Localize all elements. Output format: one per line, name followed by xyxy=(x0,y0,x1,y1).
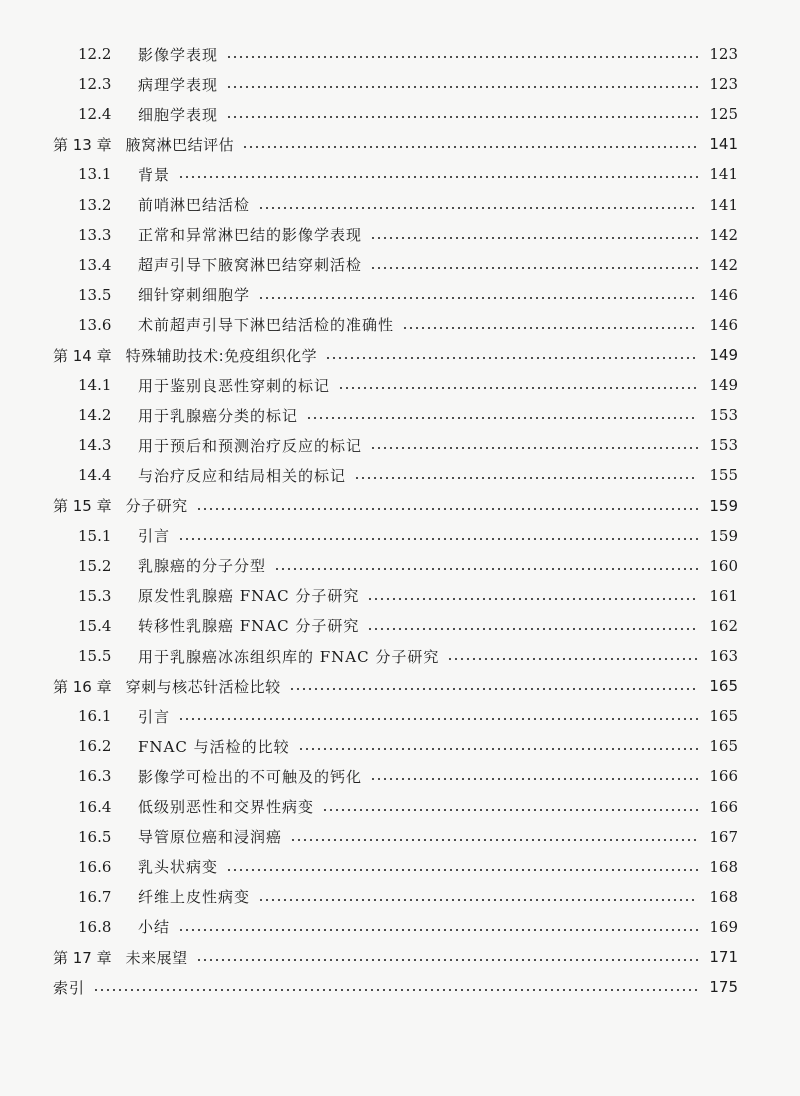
entry-page-number: 165 xyxy=(709,737,738,756)
entry-page-number: 167 xyxy=(709,827,738,846)
dot-leader xyxy=(178,718,698,720)
entry-page-number: 166 xyxy=(709,797,738,816)
entry-title: 细胞学表现 xyxy=(138,105,219,124)
entry-title: 影像学可检出的不可触及的钙化 xyxy=(138,767,363,786)
toc-section-entry xyxy=(0,551,800,581)
dot-leader xyxy=(93,989,698,991)
entry-number: 16.6 xyxy=(78,857,112,876)
entry-title: 影像学表现 xyxy=(138,45,219,64)
entry-title: 背景 xyxy=(138,165,171,184)
entry-number: 14.3 xyxy=(78,436,112,455)
entry-number: 16.3 xyxy=(78,767,112,786)
toc-section-entry xyxy=(0,430,800,460)
entry-page-number: 125 xyxy=(709,105,738,124)
toc-section-entry xyxy=(0,460,800,490)
entry-page-number: 141 xyxy=(709,195,738,214)
entry-title: 前哨淋巴结活检 xyxy=(138,196,251,214)
entry-page-number: 141 xyxy=(709,165,738,184)
entry-page-number: 166 xyxy=(709,767,738,786)
dot-leader xyxy=(196,508,698,510)
dot-leader xyxy=(290,839,698,841)
entry-page-number: 165 xyxy=(709,707,738,726)
entry-page-number: 142 xyxy=(709,255,738,274)
entry-number: 14.1 xyxy=(78,376,112,395)
entry-title: 引言 xyxy=(138,707,171,726)
toc-section-entry xyxy=(0,701,800,731)
dot-leader xyxy=(354,477,698,479)
entry-title: 用于鉴别良恶性穿刺的标记 xyxy=(138,376,331,395)
entry-number: 13.3 xyxy=(78,225,112,244)
dot-leader xyxy=(226,56,698,58)
entry-title: 索引 xyxy=(53,978,86,997)
entry-page-number: 153 xyxy=(709,406,738,425)
toc-section-entry xyxy=(0,190,800,220)
entry-page-number: 162 xyxy=(709,616,738,635)
toc-section-entry xyxy=(0,220,800,250)
entry-number: 13.2 xyxy=(78,195,112,214)
dot-leader xyxy=(274,568,698,570)
toc-section-entry xyxy=(0,99,800,129)
entry-title: 超声引导下腋窝淋巴结穿刺活检 xyxy=(138,256,363,275)
dot-leader xyxy=(322,809,698,811)
entry-number: 16.5 xyxy=(78,827,112,846)
toc-section-entry xyxy=(0,521,800,551)
entry-page-number: 149 xyxy=(709,376,738,395)
entry-number: 12.4 xyxy=(78,105,112,124)
entry-number: 14.2 xyxy=(78,406,112,425)
dot-leader xyxy=(325,357,698,359)
entry-number: 15.1 xyxy=(78,526,112,545)
entry-page-number: 159 xyxy=(709,526,738,545)
toc-section-entry xyxy=(0,159,800,189)
dot-leader xyxy=(370,447,698,449)
entry-number: 15.4 xyxy=(78,616,112,635)
entry-title: 腋窝淋巴结评估 xyxy=(125,135,235,154)
entry-number: 13.5 xyxy=(78,285,112,304)
dot-leader xyxy=(367,598,698,600)
entry-number: 15.3 xyxy=(78,586,112,605)
dot-leader xyxy=(178,176,698,178)
entry-number: 12.3 xyxy=(78,75,112,94)
dot-leader xyxy=(306,417,698,419)
entry-page-number: 141 xyxy=(709,135,738,154)
entry-number: 15.2 xyxy=(78,556,112,575)
entry-title: 用于预后和预测治疗反应的标记 xyxy=(138,436,363,455)
dot-leader xyxy=(226,116,698,118)
entry-title: 原发性乳腺癌 FNAC 分子研究 xyxy=(138,587,360,606)
entry-page-number: 155 xyxy=(709,466,738,485)
dot-leader xyxy=(298,748,698,750)
dot-leader xyxy=(370,267,698,269)
dot-leader xyxy=(226,86,698,88)
toc-section-entry xyxy=(0,882,800,912)
entry-page-number: 160 xyxy=(709,556,738,575)
toc-chapter-entry xyxy=(0,942,800,972)
entry-page-number: 159 xyxy=(709,496,738,515)
entry-title: 穿刺与核芯针活检比较 xyxy=(125,677,281,696)
dot-leader xyxy=(226,869,698,871)
toc-section-entry xyxy=(0,69,800,99)
entry-number: 13.6 xyxy=(78,315,112,334)
entry-page-number: 163 xyxy=(709,647,738,665)
entry-page-number: 146 xyxy=(709,285,738,304)
toc-section-entry xyxy=(0,611,800,641)
entry-title: 用于乳腺癌冰冻组织库的 FNAC 分子研究 xyxy=(138,647,440,666)
toc-section-entry xyxy=(0,280,800,310)
toc-section-entry xyxy=(0,370,800,400)
entry-title: 小结 xyxy=(138,918,171,937)
entry-number: 16.1 xyxy=(78,707,112,726)
entry-page-number: 123 xyxy=(709,45,738,63)
toc-section-entry xyxy=(0,39,800,69)
entry-number: 16.4 xyxy=(78,797,112,816)
entry-title: 正常和异常淋巴结的影像学表现 xyxy=(138,226,363,245)
toc-section-entry xyxy=(0,400,800,430)
entry-number: 12.2 xyxy=(78,45,112,63)
entry-title: FNAC 与活检的比较 xyxy=(138,737,290,756)
dot-leader xyxy=(289,688,698,690)
entry-title: 引言 xyxy=(138,527,171,546)
entry-number: 16.8 xyxy=(78,917,112,936)
entry-page-number: 153 xyxy=(709,436,738,455)
entry-title: 乳头状病变 xyxy=(138,858,219,877)
entry-page-number: 171 xyxy=(709,948,738,966)
entry-title: 纤维上皮性病变 xyxy=(138,888,251,907)
entry-title: 导管原位癌和浸润癌 xyxy=(138,828,283,847)
entry-number: 16.2 xyxy=(78,737,112,756)
toc-section-entry xyxy=(0,581,800,611)
entry-page-number: 142 xyxy=(709,225,738,244)
toc-section-entry xyxy=(0,641,800,671)
entry-number: 15.5 xyxy=(78,647,112,665)
dot-leader xyxy=(178,538,698,540)
dot-leader xyxy=(370,778,698,780)
entry-page-number: 146 xyxy=(709,315,738,334)
dot-leader xyxy=(242,146,698,148)
entry-title: 低级别恶性和交界性病变 xyxy=(138,798,315,816)
entry-number: 14.4 xyxy=(78,466,112,485)
entry-title: 病理学表现 xyxy=(138,75,219,94)
entry-number: 第 16 章 xyxy=(53,677,112,696)
entry-page-number: 165 xyxy=(709,677,738,696)
toc-section-entry xyxy=(0,250,800,280)
dot-leader xyxy=(178,929,698,931)
entry-title: 未来展望 xyxy=(125,948,188,967)
entry-page-number: 175 xyxy=(709,978,738,997)
entry-page-number: 161 xyxy=(709,586,738,605)
entry-title: 特殊辅助技术:免疫组织化学 xyxy=(125,346,318,365)
entry-number: 13.1 xyxy=(78,165,112,184)
entry-title: 乳腺癌的分子分型 xyxy=(138,557,267,576)
entry-number: 第 17 章 xyxy=(53,948,112,967)
toc-section-entry xyxy=(0,731,800,761)
toc-section-entry xyxy=(0,761,800,791)
entry-page-number: 168 xyxy=(709,887,738,906)
dot-leader xyxy=(258,899,698,901)
entry-page-number: 168 xyxy=(709,857,738,876)
entry-title: 细针穿刺细胞学 xyxy=(138,286,251,305)
entry-number: 16.7 xyxy=(78,887,112,906)
entry-page-number: 169 xyxy=(709,917,738,936)
dot-leader xyxy=(402,327,698,329)
dot-leader xyxy=(196,959,698,961)
entry-page-number: 149 xyxy=(709,346,738,364)
toc-section-entry xyxy=(0,852,800,882)
toc-section-entry xyxy=(0,310,800,340)
toc-index-entry xyxy=(0,972,800,1002)
toc-chapter-entry xyxy=(0,671,800,701)
entry-title: 与治疗反应和结局相关的标记 xyxy=(138,466,347,485)
toc-chapter-entry xyxy=(0,340,800,370)
dot-leader xyxy=(338,387,698,389)
toc-section-entry xyxy=(0,792,800,822)
toc-section-entry xyxy=(0,912,800,942)
entry-number: 第 14 章 xyxy=(53,346,112,365)
dot-leader xyxy=(258,297,698,299)
toc-chapter-entry xyxy=(0,129,800,159)
entry-number: 第 13 章 xyxy=(53,135,112,154)
dot-leader xyxy=(258,207,698,209)
entry-number: 第 15 章 xyxy=(53,497,112,515)
entry-title: 用于乳腺癌分类的标记 xyxy=(138,406,299,425)
dot-leader xyxy=(370,237,698,239)
toc-section-entry xyxy=(0,822,800,852)
entry-number: 13.4 xyxy=(78,255,112,274)
toc-chapter-entry xyxy=(0,491,800,521)
entry-page-number: 123 xyxy=(709,75,738,94)
entry-title: 分子研究 xyxy=(125,497,188,515)
entry-title: 转移性乳腺癌 FNAC 分子研究 xyxy=(138,617,360,636)
dot-leader xyxy=(447,658,698,660)
entry-title: 术前超声引导下淋巴结活检的准确性 xyxy=(138,316,395,335)
dot-leader xyxy=(367,628,698,630)
